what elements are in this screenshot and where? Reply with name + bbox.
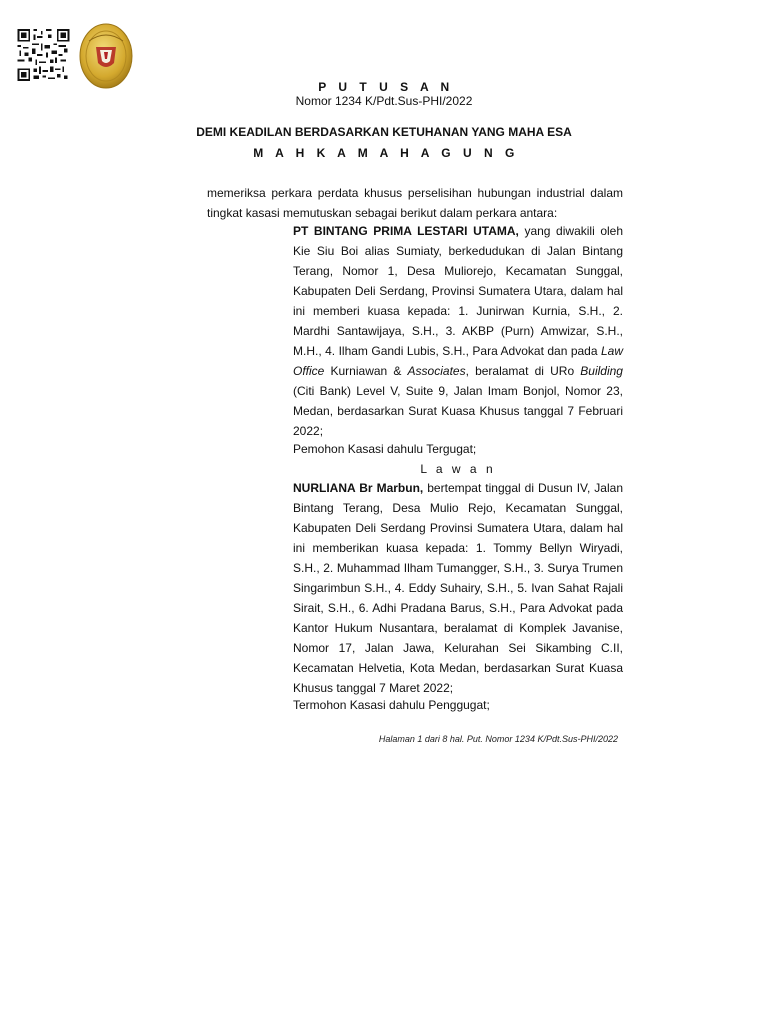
invocation-heading: DEMI KEADILAN BERDASARKAN KETUHANAN YANG MAHA ESA: [196, 125, 572, 139]
law-office-term: Law Office: [293, 344, 623, 378]
party-respondent-text: [293, 478, 623, 698]
party-appellant-text-a: yang diwakili oleh Kie Siu Boi alias Sumiaty, berkedudukan di Jalan Bintang Terang, Nomor 1, Desa Muliorejo, Kecamatan Sunggal, Kabupaten Deli Serdang, Provinsi Sumatera Utara, dalam hal ini memberi kuasa kepada: 1. Junirwan Kurnia, S.H., 2. Mardhi Santawijaya, S.H., 3. AKBP (Purn) Amwizar, S.H., M.H., 4. Ilham Gandi Lubis, S.H., Para Advokat dan pada: [293, 224, 624, 358]
qr-code-icon: [15, 29, 72, 81]
party-respondent-details: bertempat tinggal di Dusun IV, Jalan Bintang Terang, Desa Mulio Rejo, Kecamatan Sunggal, Kabupaten Deli Serdang Provinsi Sumatera Utara, dalam hal ini memberikan kuasa kepada: 1. Tommy Bellyn Wiryadi, S.H., 2. Muhammad Ilham Tumangger, S.H., 3. Surya Trumen Singarimbun S.H., 4. Eddy Suhairy, S.H., 5. Ivan Sahat Rajali Sirait, S.H., 6. Adhi Pradana Barus, S.H., Para Advokat pada Kantor Hukum Nusantara, beralamat di Komplek Javanise, Nomor 17, Jalan Jawa, Kelurahan Sei Sikambing C.II, Kecamatan Helvetia, Kota Medan, berdasarkan Surat Kuasa Khusus tanggal 7 Maret 2022;: [293, 481, 623, 695]
party-respondent-name: NURLIANA Br Marbun,: [293, 481, 424, 495]
intro-line-1: memeriksa perkara perdata khusus perselisihan hubungan industrial dalam: [207, 186, 623, 200]
party-appellant-role: Pemohon Kasasi dahulu Tergugat;: [293, 442, 477, 456]
page-footer: Halaman 1 dari 8 hal. Put. Nomor 1234 K/Pdt.Sus-PHI/2022: [378, 734, 618, 744]
intro-line-2: tingkat kasasi memutuskan sebagai berikut dalam perkara antara:: [207, 206, 558, 220]
party-appellant: [293, 221, 623, 441]
court-name: M A H K A M A H A G U N G: [253, 146, 519, 160]
party-respondent: [293, 478, 623, 698]
party-appellant-name: PT BINTANG PRIMA LESTARI UTAMA,: [293, 224, 519, 238]
party-appellant-text-c: , beralamat di URo: [465, 364, 581, 378]
party-appellant-text-d: (Citi Bank) Level V, Suite 9, Jalan Imam Bonjol, Nomor 23, Medan, berdasarkan Surat Kuasa Khusus tanggal 7 Februari 2022;: [293, 384, 623, 438]
case-number: Nomor 1234 K/Pdt.Sus-PHI/2022: [295, 94, 473, 108]
associates-term: Associates: [407, 364, 466, 378]
document-title: P U T U S A N: [318, 80, 454, 94]
party-appellant-text-b: Kurniawan &: [324, 364, 408, 378]
party-appellant-text: [293, 221, 623, 441]
intro-paragraph: [207, 183, 623, 223]
building-term: Building: [580, 364, 623, 378]
versus-label: L a w a n: [420, 462, 496, 476]
party-respondent-role: Termohon Kasasi dahulu Penggugat;: [293, 698, 490, 712]
